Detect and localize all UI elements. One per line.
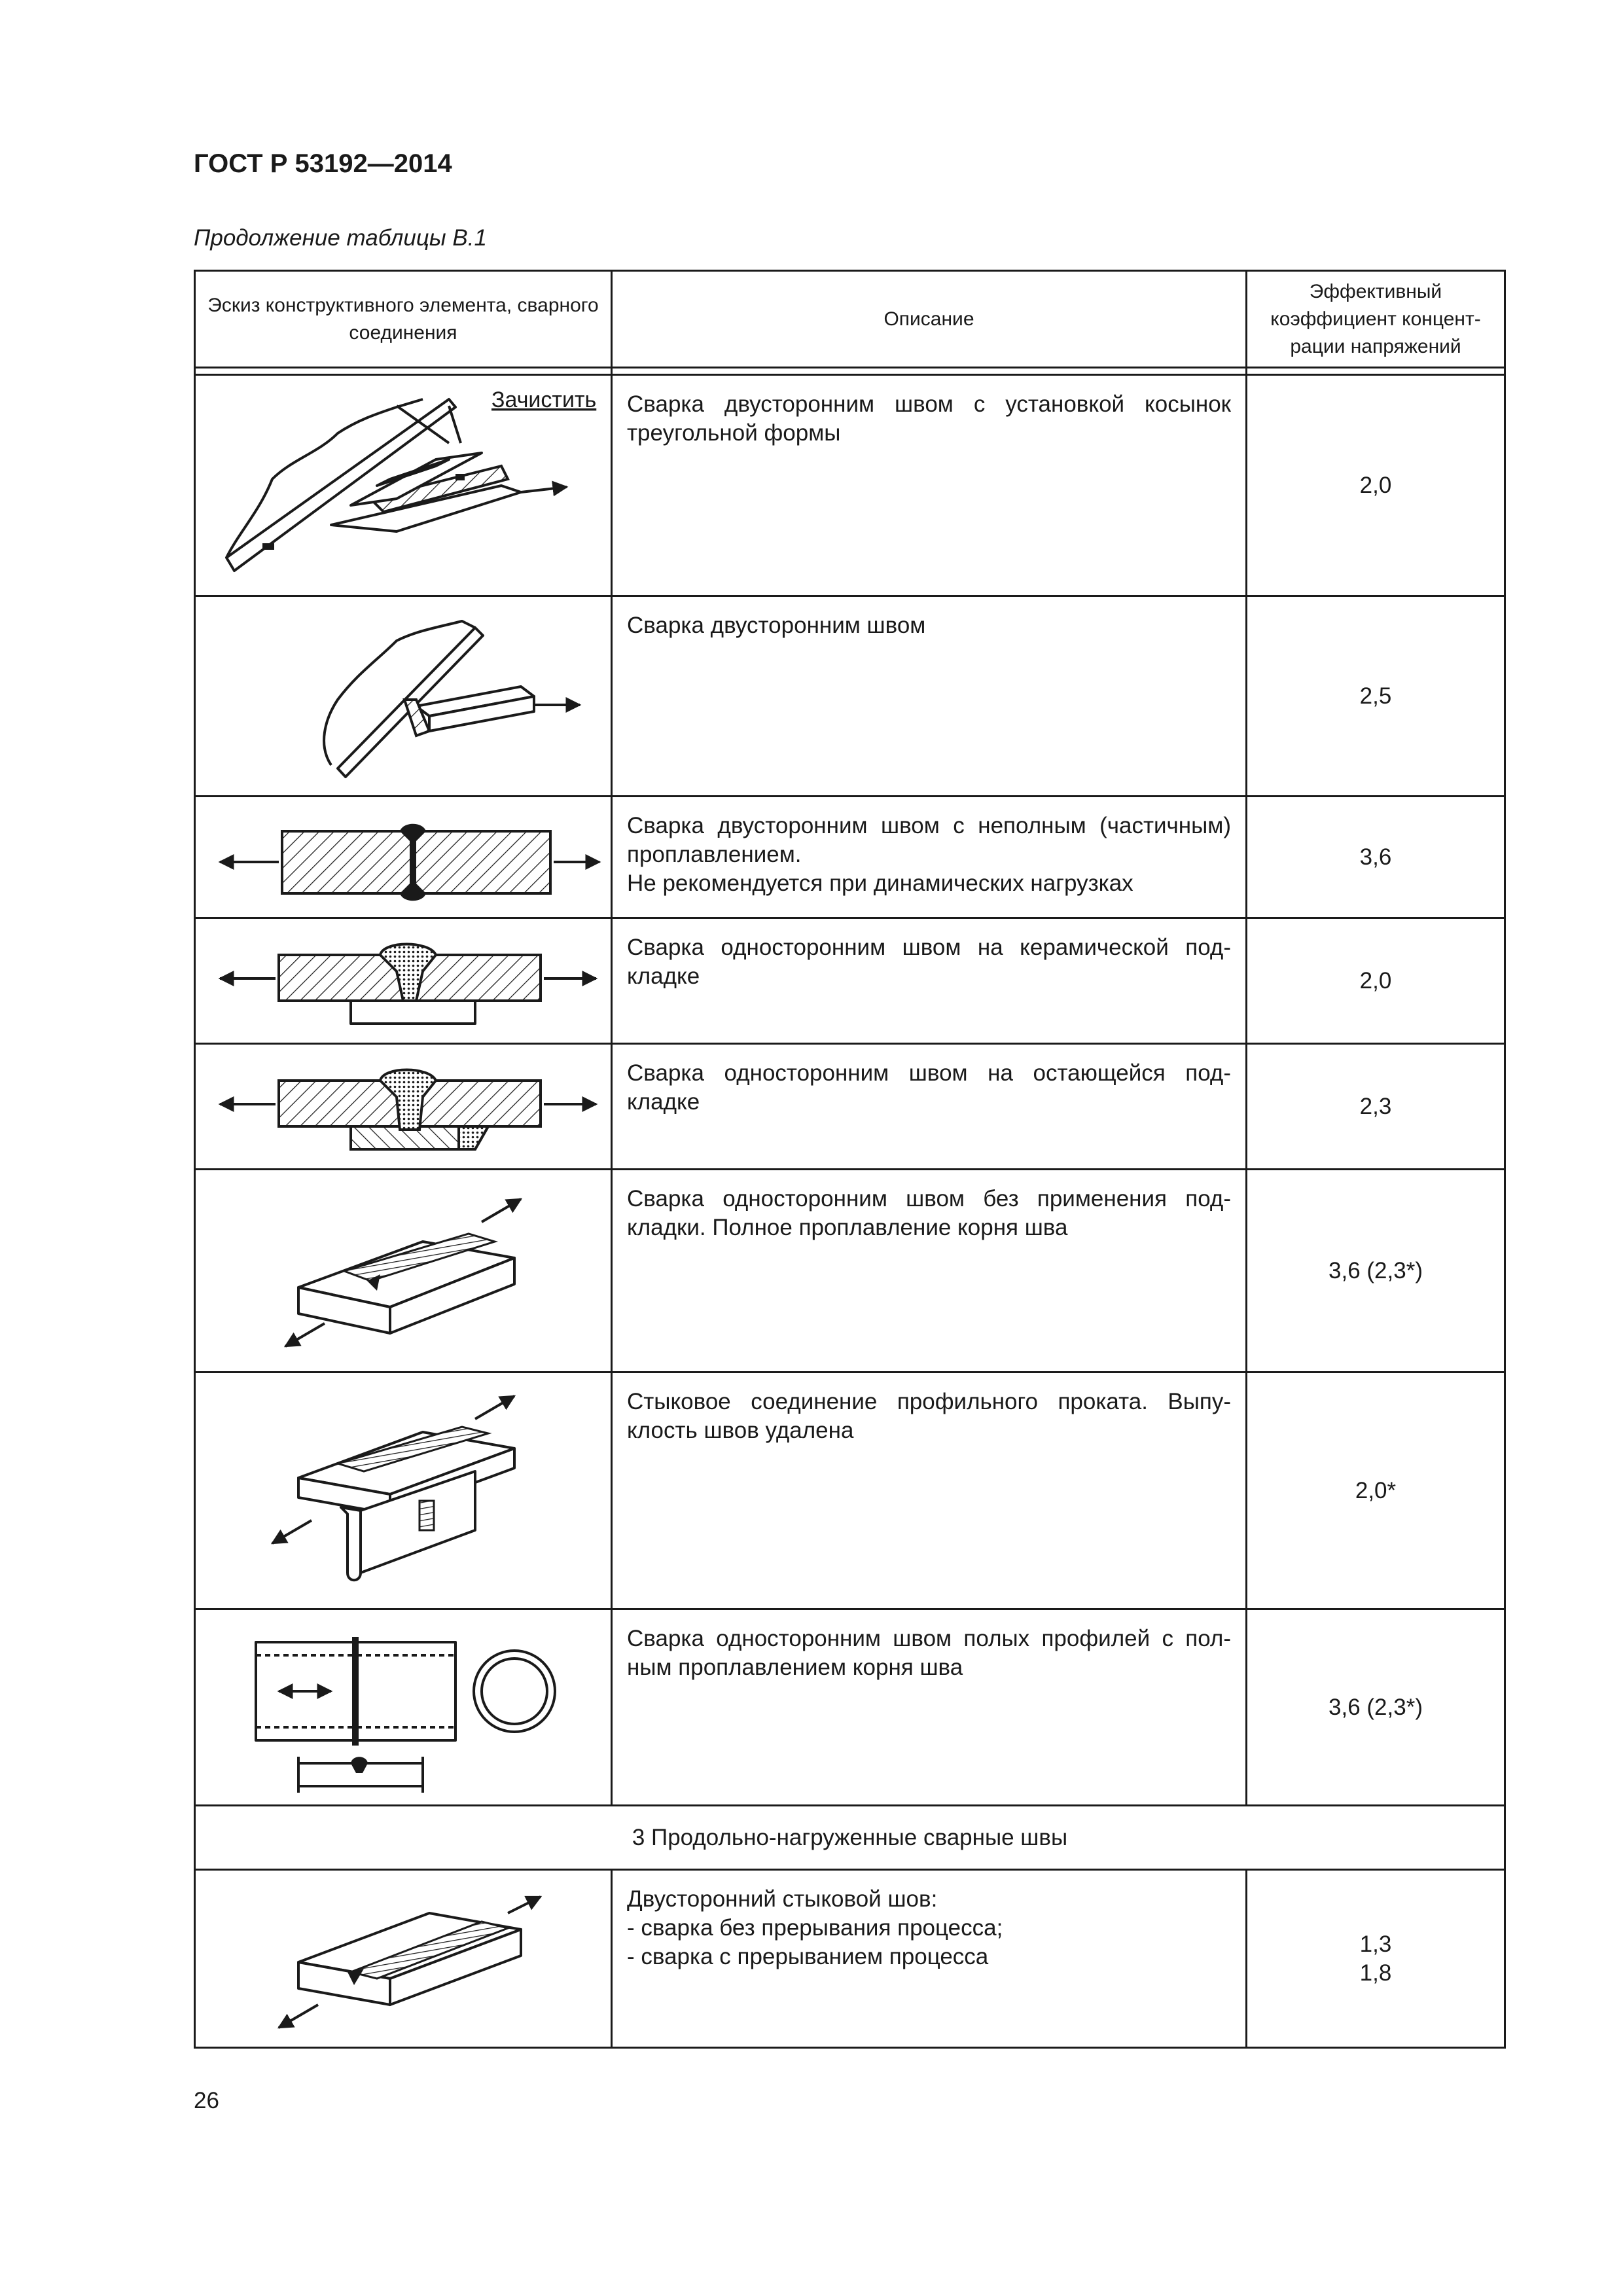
row-description: Сварка односторонним швом на керамической под-кладке xyxy=(627,935,1231,989)
section-row xyxy=(195,1806,1505,1870)
row-description: Стыковое соединение профильного проката. Выпу-клость швов удалена xyxy=(627,1389,1231,1443)
table-row xyxy=(195,1372,1505,1609)
column-header-description: Описание xyxy=(612,271,1247,368)
row-coefficient: 2,0 xyxy=(1359,472,1392,498)
row-description: Сварка односторонним швом на остающейся под-кладке xyxy=(627,1060,1231,1115)
row-coefficient: 3,6 xyxy=(1359,844,1392,870)
sketch-partial-penetration-weld xyxy=(195,797,612,918)
sketch-longitudinal-butt-weld xyxy=(195,1870,612,2048)
row-description: Сварка двусторонним швом xyxy=(627,613,926,638)
table-row xyxy=(195,797,1505,918)
row-coefficient: 3,6 (2,3*) xyxy=(1329,1694,1423,1720)
row-coefficient: 1,3 1,8 xyxy=(1359,1931,1392,1986)
sketch-label-zachistit: Зачистить xyxy=(491,387,597,412)
table-row xyxy=(195,375,1505,596)
row-description: Сварка односторонним швом полых профилей с пол-ным проплавлением корня шва xyxy=(627,1626,1231,1680)
sketch-no-backing-weld xyxy=(195,1170,612,1372)
table-row xyxy=(195,1609,1505,1806)
header-separator xyxy=(195,368,1505,375)
page-number: 26 xyxy=(194,2088,219,2113)
row-coefficient: 2,3 xyxy=(1359,1093,1392,1119)
stress-concentration-table xyxy=(194,270,1506,2049)
table-row xyxy=(195,918,1505,1044)
sketch-profile-butt-joint xyxy=(195,1372,612,1609)
column-header-sketch: Эскиз конструктивного элемента, сварного соединения xyxy=(195,271,612,368)
table-caption: Продолжение таблицы В.1 xyxy=(194,225,487,251)
row-description: Сварка односторонним швом без применения под-кладки. Полное проплавление корня шва xyxy=(627,1186,1231,1240)
section-title: 3 Продольно-нагруженные сварные швы xyxy=(195,1806,1505,1870)
row-description: Двусторонний стыковой шов: - сварка без прерывания процесса; - сварка с прерыванием процесса xyxy=(627,1886,1003,1969)
row-coefficient: 2,0 xyxy=(1359,967,1392,994)
column-header-coefficient: Эффективный коэффициент концент-рации напряжений xyxy=(1247,271,1505,368)
table-row xyxy=(195,1170,1505,1372)
document-code: ГОСТ Р 53192—2014 xyxy=(194,149,452,178)
table-row xyxy=(195,1870,1505,2048)
row-coefficient: 2,0* xyxy=(1355,1477,1397,1503)
sketch-ceramic-backing-weld xyxy=(195,918,612,1044)
row-coefficient: 2,5 xyxy=(1359,683,1392,709)
sketch-gusset-weld xyxy=(195,375,612,596)
sketch-permanent-backing-weld xyxy=(195,1044,612,1170)
row-description: Сварка двусторонним швом с неполным (частичным) проплавлением. Не рекомендуется при динамических нагрузках xyxy=(627,813,1231,896)
sketch-hollow-profile-weld xyxy=(195,1609,612,1806)
table-row xyxy=(195,1044,1505,1170)
sketch-double-sided-weld xyxy=(195,596,612,797)
row-description: Сварка двусторонним швом с установкой косынок треугольной формы xyxy=(627,391,1231,446)
table-row xyxy=(195,596,1505,797)
row-coefficient: 3,6 (2,3*) xyxy=(1329,1257,1423,1283)
